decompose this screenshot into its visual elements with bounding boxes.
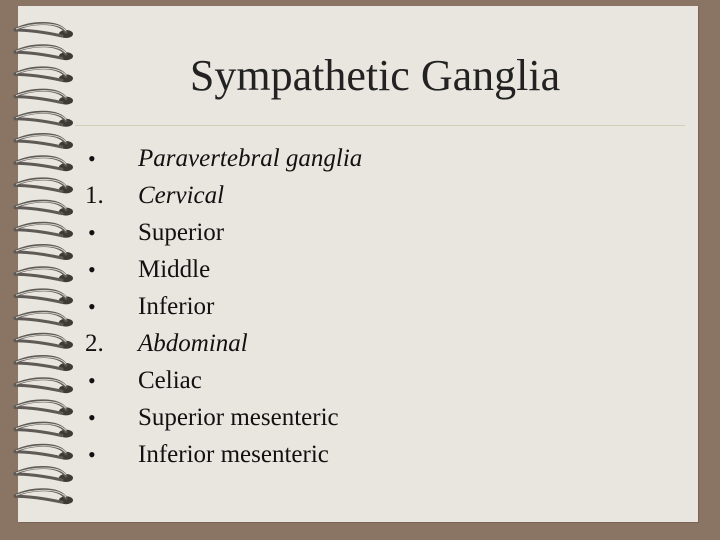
number-marker: 1. [85, 181, 104, 209]
spiral-ring-icon [14, 246, 73, 261]
spiral-ring-icon [14, 379, 73, 394]
spiral-ring-icon [14, 445, 73, 460]
spiral-ring-icon [14, 179, 73, 194]
spiral-ring-icon [14, 357, 73, 372]
spiral-ring-icon [14, 423, 73, 438]
title-divider [75, 125, 685, 126]
bullet-marker: • [88, 256, 96, 282]
spiral-ring-icon [14, 334, 73, 349]
list-item-text: Cervical [138, 181, 225, 209]
list-item [85, 177, 362, 214]
spiral-ring-icon [14, 157, 73, 172]
list-item [85, 251, 362, 288]
spiral-ring-icon [14, 112, 73, 127]
bullet-marker: • [88, 219, 96, 245]
list-item [85, 362, 362, 399]
spiral-ring-icon [14, 401, 73, 416]
spiral-binding-icon [0, 0, 90, 540]
list-item [85, 325, 362, 362]
list-item [85, 140, 362, 177]
list-item-text: Inferior mesenteric [138, 440, 329, 468]
spiral-ring-icon [14, 490, 73, 505]
spiral-ring-icon [14, 68, 73, 83]
spiral-ring-icon [14, 201, 73, 216]
bullet-list [85, 140, 362, 473]
spiral-ring-icon [14, 290, 73, 305]
list-item-text: Inferior [138, 292, 215, 320]
bullet-marker: • [88, 293, 96, 319]
spiral-ring-icon [14, 312, 73, 327]
bullet-marker: • [88, 441, 96, 467]
list-item [85, 288, 362, 325]
spiral-ring-icon [14, 24, 73, 39]
list-item-text: Celiac [138, 366, 202, 394]
spiral-ring-icon [14, 223, 73, 238]
list-item [85, 399, 362, 436]
spiral-ring-icon [14, 268, 73, 283]
spiral-ring-icon [14, 90, 73, 105]
list-item-text: Middle [138, 255, 211, 283]
list-item [85, 436, 362, 473]
spiral-ring-icon [14, 468, 73, 483]
bullet-marker: • [88, 145, 96, 171]
list-item [85, 214, 362, 251]
spiral-ring-icon [14, 46, 73, 61]
list-item-text: Superior [138, 218, 225, 246]
number-marker: 2. [85, 329, 104, 357]
bullet-marker: • [88, 404, 96, 430]
list-item-text: Paravertebral ganglia [138, 144, 363, 172]
spiral-ring-icon [14, 135, 73, 150]
list-item-text: Superior mesenteric [138, 403, 339, 431]
slide-title: Sympathetic Ganglia [189, 51, 561, 100]
bullet-marker: • [88, 367, 96, 393]
list-item-text: Abdominal [138, 329, 248, 357]
